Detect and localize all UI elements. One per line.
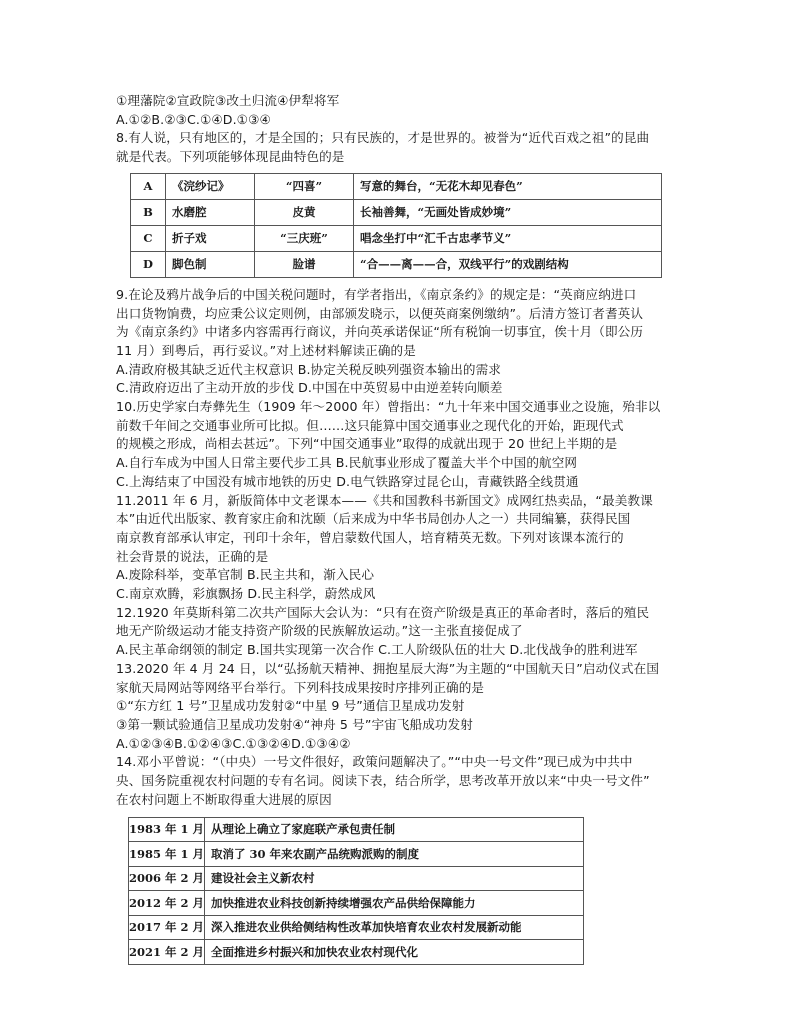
table-cell: A xyxy=(131,173,166,199)
text-line: ①“东方红 1 号”卫星成功发射②“中星 9 号”通信卫星成功发射 xyxy=(116,698,465,714)
text-line: C.清政府迈出了主动开放的步伐 D.中国在中英贸易中由逆差转向顺差 xyxy=(116,380,503,396)
text-line: A.①②③④B.①②④③C.①③②④D.①③④② xyxy=(116,735,351,751)
text-line: 本”由近代出版家、教育家庄俞和沈颐（后来成为中华书局创办人之一）共同编纂，获得民国 xyxy=(116,511,631,527)
text-line: A.自行车成为中国人日常主要代步工具 B.民航事业形成了覆盖大半个中国的航空网 xyxy=(116,455,578,471)
table-cell: 脸谱 xyxy=(255,251,354,277)
table-row xyxy=(129,866,584,891)
text-line: 8.有人说，只有地区的，才是全国的；只有民族的，才是世界的。被誉为“近代百戏之祖”的昆曲 xyxy=(116,130,650,146)
table-cell: 唱念坐打中“汇千古忠孝节义” xyxy=(354,225,662,251)
text-line: 11 月）到粤后，再行妥议。”对上述材料解读正确的是 xyxy=(116,342,416,358)
text-line: A.废除科举，变革官制 B.民主共和，渐入民心 xyxy=(116,567,375,583)
text-line: A.①②B.②③C.①④D.①③④ xyxy=(116,111,271,127)
table-row xyxy=(129,891,584,916)
table-cell: 深入推进农业供给侧结构性改革加快培育农业农村发展新动能 xyxy=(205,915,584,940)
table-cell: 水磨腔 xyxy=(166,199,255,225)
text-line: 家航天局网站等网络平台举行。下列科技成果按时序排列正确的是 xyxy=(116,679,485,695)
text-line: 11.2011 年 6 月，新版简体中文老课本——《共和国教科书新国文》成网红热卖品，“最美教课 xyxy=(116,492,653,508)
table-row xyxy=(129,915,584,940)
text-block-questions xyxy=(116,286,691,810)
table-cell: 取消了 30 年来农副产品统购派购的制度 xyxy=(205,842,584,867)
text-line: 在农村问题上不断取得重大进展的原因 xyxy=(116,791,332,807)
text-line: C.南京欢腾，彩旗飘扬 D.民主科学，蔚然成风 xyxy=(116,586,376,602)
text-line: 出口货物饷费，均应秉公议定则例，由部颁发晓示，以便英商案例缴纳”。后清方签订者耆英认 xyxy=(116,305,644,321)
text-line: C.上海结束了中国没有城市地铁的历史 D.电气铁路穿过昆仑山，青藏铁路全线贯通 xyxy=(116,473,579,489)
text-line: 的规模之形成，尚相去甚远”。下列“中国交通事业”取得的成就出现于 20 世纪上半期的是 xyxy=(116,436,618,452)
table-cell: 1985 年 1 月 xyxy=(129,842,205,867)
text-line: 10.历史学家白寿彝先生（1909 年～2000 年）曾指出：“九十年来中国交通事业之设施，殆非以 xyxy=(116,399,661,415)
table-cell: 2006 年 2 月 xyxy=(129,866,205,891)
table-cell: 写意的舞台，“无花木却见春色” xyxy=(354,173,662,199)
text-line: 为《南京条约》中诸多内容需再行商议，并向英承诺保证“所有税饷一切事宜，俟十月（即公历 xyxy=(116,324,644,340)
text-line: 前数千年间之交通事业所可比拟。但……这只能算中国交通事业之现代化的开始，距现代式 xyxy=(116,417,624,433)
table-row xyxy=(131,199,662,225)
kunqu-options-table xyxy=(130,173,662,278)
table-cell: 2021 年 2 月 xyxy=(129,940,205,965)
text-line: ③第一颗试验通信卫星成功发射④“神舟 5 号”宇宙飞船成功发射 xyxy=(116,716,473,732)
table-row xyxy=(129,940,584,965)
text-line: 13.2020 年 4 月 24 日，以“弘扬航天精神、拥抱星辰大海”为主题的“中国航天日”启动仪式在国 xyxy=(116,660,660,676)
page-content xyxy=(116,92,691,965)
table-cell: “合——离——合，双线平行”的戏剧结构 xyxy=(354,251,662,277)
table-cell: 《浣纱记》 xyxy=(166,173,255,199)
table-cell: 长袖善舞，“无画处皆成妙境” xyxy=(354,199,662,225)
text-line: 14.邓小平曾说：“（中央）一号文件很好，政策问题解决了。”“中央一号文件”现已成为中共中 xyxy=(116,754,633,770)
table-cell: 2017 年 2 月 xyxy=(129,915,205,940)
table-cell: “三庆班” xyxy=(255,225,354,251)
table-cell: C xyxy=(131,225,166,251)
text-line: 12.1920 年莫斯科第二次共产国际大会认为：“只有在资产阶级是真正的革命者时，落后的殖民 xyxy=(116,604,650,620)
text-line: 南京教育部承认审定，刊印十余年，曾启蒙数代国人，培育精英无数。下列对该课本流行的 xyxy=(116,529,624,545)
table-cell: D xyxy=(131,251,166,277)
text-line: 社会背景的说法，正确的是 xyxy=(116,548,269,564)
table-cell: 1983 年 1 月 xyxy=(129,817,205,842)
table-cell: 皮黄 xyxy=(255,199,354,225)
table-cell: 从理论上确立了家庭联产承包责任制 xyxy=(205,817,584,842)
text-block-top xyxy=(116,92,691,167)
table-cell: 全面推进乡村振兴和加快农业农村现代化 xyxy=(205,940,584,965)
central-document-table xyxy=(128,817,584,965)
table-cell: 加快推进农业科技创新持续增强农产品供给保障能力 xyxy=(205,891,584,916)
text-line: ①理藩院②宣政院③改土归流④伊犁将军 xyxy=(116,93,340,108)
table-cell: 折子戏 xyxy=(166,225,255,251)
table-row xyxy=(131,173,662,199)
table-row xyxy=(131,251,662,277)
table-cell: 建设社会主义新农村 xyxy=(205,866,584,891)
table-cell: “四喜” xyxy=(255,173,354,199)
table-row xyxy=(131,225,662,251)
text-line: A.民主革命纲领的制定 B.国共实现第一次合作 C.工人阶级队伍的壮大 D.北伐战争的胜利进军 xyxy=(116,642,638,658)
text-line: 就是代表。下列项能够体现昆曲特色的是 xyxy=(116,149,345,165)
table-cell: 脚色制 xyxy=(166,251,255,277)
table-row xyxy=(129,842,584,867)
table-row xyxy=(129,817,584,842)
text-line: A.清政府极其缺乏近代主权意识 B.协定关税反映列强资本输出的需求 xyxy=(116,361,501,377)
text-line: 地无产阶级运动才能支持资产阶级的民族解放运动。”这一主张直接促成了 xyxy=(116,623,523,639)
table-cell: 2012 年 2 月 xyxy=(129,891,205,916)
text-line: 9.在论及鸦片战争后的中国关税问题时，有学者指出，《南京条约》的规定是：“英商应纳进口 xyxy=(116,286,637,302)
text-line: 央、国务院重视农村问题的专有名词。阅读下表，结合所学，思考改革开放以来“中央一号文件” xyxy=(116,773,650,789)
table-cell: B xyxy=(131,199,166,225)
